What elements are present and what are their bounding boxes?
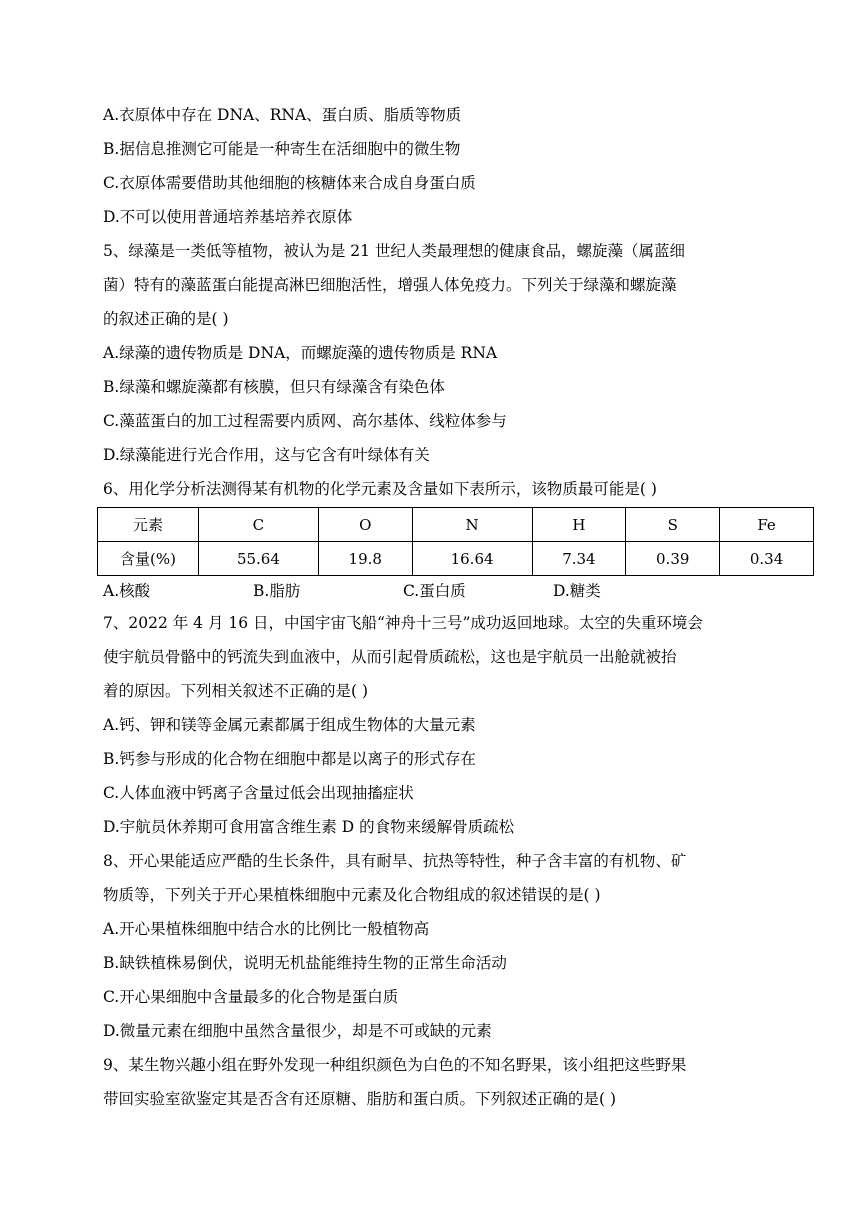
q8-stem-line-2: 物质等，下列关于开心果植株细胞中元素及化合物组成的叙述错误的是( ) <box>103 886 601 904</box>
q7-option-d: D.宇航员休养期可食用富含维生素 D 的食物来缓解骨质疏松 <box>103 818 515 836</box>
q4-option-b: B.据信息推测它可能是一种寄生在活细胞中的微生物 <box>103 140 461 158</box>
q5-option-d: D.绿藻能进行光合作用，这与它含有叶绿体有关 <box>103 446 430 464</box>
table-row <box>98 542 814 576</box>
q8-option-c: C.开心果细胞中含量最多的化合物是蛋白质 <box>103 988 399 1006</box>
q8-option-a: A.开心果植株细胞中结合水的比例比一般植物高 <box>103 920 430 938</box>
q6-stem: 6、用化学分析法测得某有机物的化学元素及含量如下表所示，该物质最可能是( ) <box>103 480 657 498</box>
q6-option-d: D.糖类 <box>553 582 601 600</box>
q5-option-a: A.绿藻的遗传物质是 DNA，而螺旋藻的遗传物质是 RNA <box>103 344 498 362</box>
q5-stem-line-1: 5、绿藻是一类低等植物，被认为是 21 世纪人类最理想的健康食品，螺旋藻（属蓝细 <box>103 242 685 260</box>
q9-stem-line-2: 带回实验室欲鉴定其是否含有还原糖、脂肪和蛋白质。下列叙述正确的是( ) <box>103 1090 617 1108</box>
element-content-table <box>97 507 814 576</box>
q4-option-c: C.衣原体需要借助其他细胞的核糖体来合成自身蛋白质 <box>103 174 476 192</box>
q9-stem-line-1: 9、某生物兴趣小组在野外发现一种组织颜色为白色的不知名野果，该小组把这些野果 <box>103 1056 687 1074</box>
table-cell: 7.34 <box>532 542 626 576</box>
q5-option-c: C.藻蓝蛋白的加工过程需要内质网、高尔基体、线粒体参与 <box>103 412 507 430</box>
q7-stem-line-2: 使宇航员骨骼中的钙流失到血液中，从而引起骨质疏松，这也是宇航员一出舱就被抬 <box>103 648 677 666</box>
table-cell: 19.8 <box>318 542 412 576</box>
q6-option-a: A.核酸 <box>103 582 151 600</box>
q7-stem-line-1: 7、2022 年 4 月 16 日，中国宇宙飞船“神舟十三号”成功返回地球。太空的失重环境会 <box>103 614 703 632</box>
q6-options <box>103 581 601 601</box>
q7-option-a: A.钙、钾和镁等金属元素都属于组成生物体的大量元素 <box>103 716 476 734</box>
q8-stem-line-1: 8、开心果能适应严酷的生长条件，具有耐旱、抗热等特性，种子含丰富的有机物、矿 <box>103 852 687 870</box>
q7-stem-line-3: 着的原因。下列相关叙述不正确的是( ) <box>103 682 369 700</box>
table-cell: O <box>318 508 412 542</box>
table-cell: 含量(%) <box>98 542 199 576</box>
q5-stem-line-3: 的叙述正确的是( ) <box>103 310 229 328</box>
q7-option-b: B.钙参与形成的化合物在细胞中都是以离子的形式存在 <box>103 750 476 768</box>
table-cell: 0.39 <box>626 542 720 576</box>
table-cell: C <box>199 508 319 542</box>
table-cell: 0.34 <box>720 542 814 576</box>
q8-option-b: B.缺铁植株易倒伏，说明无机盐能维持生物的正常生命活动 <box>103 954 507 972</box>
q4-option-d: D.不可以使用普通培养基培养衣原体 <box>103 208 353 226</box>
table-header-row <box>98 508 814 542</box>
table-cell: S <box>626 508 720 542</box>
table-cell: 55.64 <box>199 542 319 576</box>
q6-option-c: C.蛋白质 <box>403 582 466 600</box>
table-cell: 16.64 <box>412 542 532 576</box>
table-cell: 元素 <box>98 508 199 542</box>
table-cell: N <box>412 508 532 542</box>
q6-option-b: B.脂肪 <box>253 582 301 600</box>
q5-stem-line-2: 菌）特有的藻蓝蛋白能提高淋巴细胞活性，增强人体免疫力。下列关于绿藻和螺旋藻 <box>103 276 677 294</box>
q5-option-b: B.绿藻和螺旋藻都有核膜，但只有绿藻含有染色体 <box>103 378 445 396</box>
q4-option-a: A.衣原体中存在 DNA、RNA、蛋白质、脂质等物质 <box>103 106 462 124</box>
table-cell: Fe <box>720 508 814 542</box>
q7-option-c: C.人体血液中钙离子含量过低会出现抽搐症状 <box>103 784 414 802</box>
table-cell: H <box>532 508 626 542</box>
q8-option-d: D.微量元素在细胞中虽然含量很少，却是不可或缺的元素 <box>103 1022 492 1040</box>
